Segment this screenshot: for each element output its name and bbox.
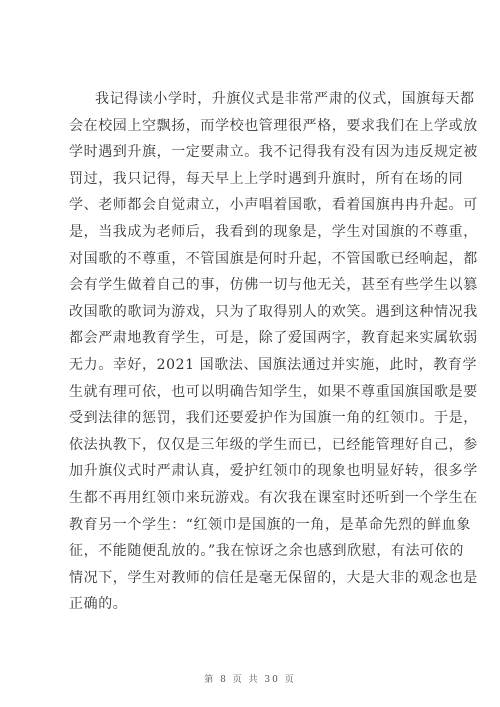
paragraph-line: 学、老师都会自觉肃立，小声唱着国歌，看着国旗冉冉升起。可	[69, 197, 478, 214]
paragraph-line: 征，不能随便乱放的。”我在惊讶之余也感到欣慰，有法可依的	[69, 543, 464, 560]
paragraph-line: 教育另一个学生：“红领巾是国旗的一角，是革命先烈的鲜血象	[69, 516, 471, 533]
paragraph-line: 我记得读小学时，升旗仪式是非常严肃的仪式，国旗每天都	[95, 91, 475, 107]
paragraph-line: 是，当我成为老师后，我看到的现象是，学生对国旗的不尊重，	[69, 223, 478, 240]
paragraph-line: 依法执教下，仅仅是三年级的学生而已，已经能管理好自己，参	[69, 436, 478, 453]
paragraph-line: 无力。幸好，2021 国歌法、国旗法通过并实施，此时，教育学	[69, 356, 478, 373]
paragraph-line: 加升旗仪式时严肃认真，爱护红领巾的现象也明显好转，很多学	[69, 463, 478, 480]
paragraph-line: 对国歌的不尊重，不管国旗是何时升起，不管国歌已经响起，都	[69, 250, 478, 267]
paragraph-line: 都会严肃地教育学生，可是，除了爱国两字，教育起来实属软弱	[69, 330, 478, 347]
paragraph-line: 罚过，我只记得，每天早上上学时遇到升旗时，所有在场的同	[69, 170, 464, 187]
paragraph-line: 生都不再用红领巾来玩游戏。有次我在课室时还听到一个学生在	[69, 489, 478, 506]
paragraph-line: 正确的。	[69, 596, 128, 613]
paragraph-line: 改国歌的歌词为游戏，只为了取得别人的欢笑。遇到这种情况我	[69, 303, 478, 320]
body-paragraph	[69, 86, 478, 618]
paragraph-line: 学时遇到升旗，一定要肃立。我不记得我有没有因为违反规定被	[69, 144, 478, 161]
paragraph-line: 会在校园上空飘扬，而学校也管理很严格，要求我们在上学或放	[69, 117, 478, 134]
paragraph-line: 生就有理可依，也可以明确告知学生，如果不尊重国旗国歌是要	[69, 383, 478, 400]
paragraph-line: 情况下，学生对教师的信任是毫无保留的，大是大非的观念也是	[69, 569, 478, 586]
paragraph-line: 受到法律的惩罚，我们还要爱护作为国旗一角的红领巾。于是，	[69, 410, 478, 427]
page-number-footer: 第 8 页 共 30 页	[204, 675, 296, 685]
paragraph-line: 会有学生做着自己的事，仿佛一切与他无关，甚至有些学生以篡	[69, 277, 478, 294]
